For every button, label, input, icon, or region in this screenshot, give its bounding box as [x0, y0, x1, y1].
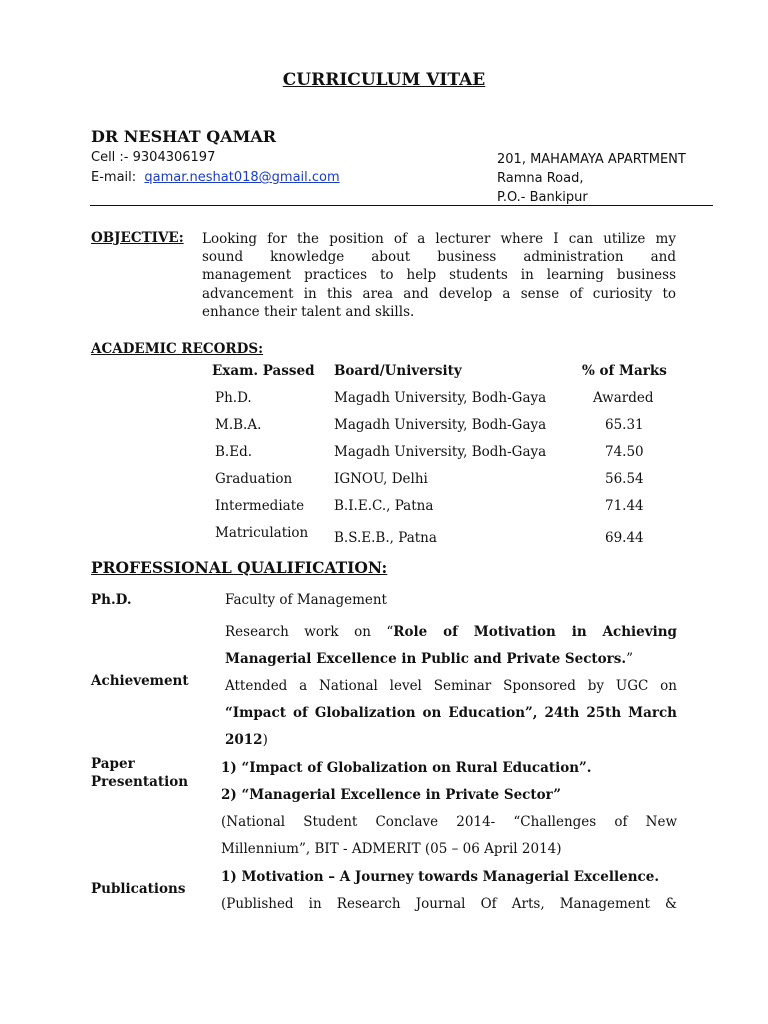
paper-item: 1) “Impact of Globalization on Rural Education”.	[221, 760, 592, 776]
candidate-name: DR NESHAT QAMAR	[91, 127, 277, 146]
phd-label: Ph.D.	[91, 592, 132, 608]
table-cell-exam: M.B.A.	[215, 417, 262, 433]
table-cell-board: IGNOU, Delhi	[334, 471, 428, 487]
publications-label: Publications	[91, 881, 186, 897]
table-cell-exam: Matriculation	[215, 525, 309, 541]
cell-number: Cell :- 9304306197	[91, 150, 216, 165]
table-cell-marks: Awarded	[593, 390, 654, 406]
table-cell-board: Magadh University, Bodh-Gaya	[334, 417, 547, 433]
paper-note: Millennium”, BIT - ADMERIT (05 – 06 April 2014)	[221, 841, 562, 857]
objective-line: Looking for the position of a lecturer where I can utilize my	[202, 231, 676, 247]
address-line: Ramna Road,	[497, 171, 584, 186]
research-line-1: Research work on “Role of Motivation in Achieving	[225, 624, 677, 640]
table-cell-exam: Ph.D.	[215, 390, 252, 406]
phd-faculty: Faculty of Management	[225, 592, 387, 608]
professional-label: PROFESSIONAL QUALIFICATION:	[91, 558, 388, 577]
table-cell-marks: 56.54	[605, 471, 644, 487]
publications-list	[221, 864, 677, 918]
paper-item: 2) “Managerial Excellence in Private Sector”	[221, 787, 561, 803]
table-cell-marks: 74.50	[605, 444, 644, 460]
table-cell-exam: Graduation	[215, 471, 293, 487]
address-line: P.O.- Bankipur	[497, 190, 588, 205]
table-cell-board: B.I.E.C., Patna	[334, 498, 434, 514]
objective-text	[202, 230, 676, 321]
table-cell-marks: 65.31	[605, 417, 644, 433]
page-title: CURRICULUM VITAE	[282, 70, 486, 90]
col-header-exam: Exam. Passed	[212, 363, 315, 379]
email-link[interactable]: qamar.neshat018@gmail.com	[144, 170, 340, 185]
table-cell-marks: 69.44	[605, 530, 644, 546]
table-cell-exam: B.Ed.	[215, 444, 252, 460]
paper-label-line: Presentation	[91, 774, 189, 790]
research-work	[225, 619, 677, 673]
address-block	[497, 150, 686, 207]
publication-item: 1) Motivation – A Journey towards Managerial Excellence.	[221, 869, 660, 885]
achievement-line: Attended a National level Seminar Sponsored by UGC on	[225, 678, 677, 694]
address-line: 201, MAHAMAYA APARTMENT	[497, 152, 686, 167]
col-header-board: Board/University	[334, 363, 462, 379]
research-line-2: Managerial Excellence in Public and Private Sectors.”	[225, 651, 633, 667]
objective-line: advancement in this area and develop a sense of curiosity to	[202, 285, 676, 302]
table-cell-board: B.S.E.B., Patna	[334, 530, 437, 546]
table-cell-exam: Intermediate	[215, 498, 305, 514]
col-header-marks: % of Marks	[582, 363, 667, 379]
achievement-line: “Impact of Globalization on Education”, 24th 25th March	[225, 705, 677, 721]
achievement-line: 2012)	[225, 732, 268, 748]
paper-label	[91, 755, 188, 791]
paper-note: (National Student Conclave 2014- “Challenges of New	[221, 814, 677, 830]
paper-list	[221, 755, 677, 863]
table-cell-marks: 71.44	[605, 498, 644, 514]
email-label: E-mail:	[91, 170, 137, 185]
objective-line: sound knowledge about business administration and	[202, 249, 676, 266]
email-row	[91, 170, 340, 185]
achievement-label: Achievement	[91, 673, 189, 689]
table-cell-board: Magadh University, Bodh-Gaya	[334, 444, 547, 460]
publication-note: (Published in Research Journal Of Arts, Management &	[221, 896, 677, 912]
academic-label: ACADEMIC RECORDS:	[91, 341, 264, 357]
paper-label-line: Paper	[91, 756, 135, 772]
objective-line: management practices to help students in learning business	[202, 267, 676, 284]
table-cell-board: Magadh University, Bodh-Gaya	[334, 390, 547, 406]
objective-line: enhance their talent and skills.	[202, 303, 415, 320]
achievement-text	[225, 673, 677, 754]
objective-label: OBJECTIVE:	[91, 230, 184, 246]
header-divider	[90, 205, 713, 206]
